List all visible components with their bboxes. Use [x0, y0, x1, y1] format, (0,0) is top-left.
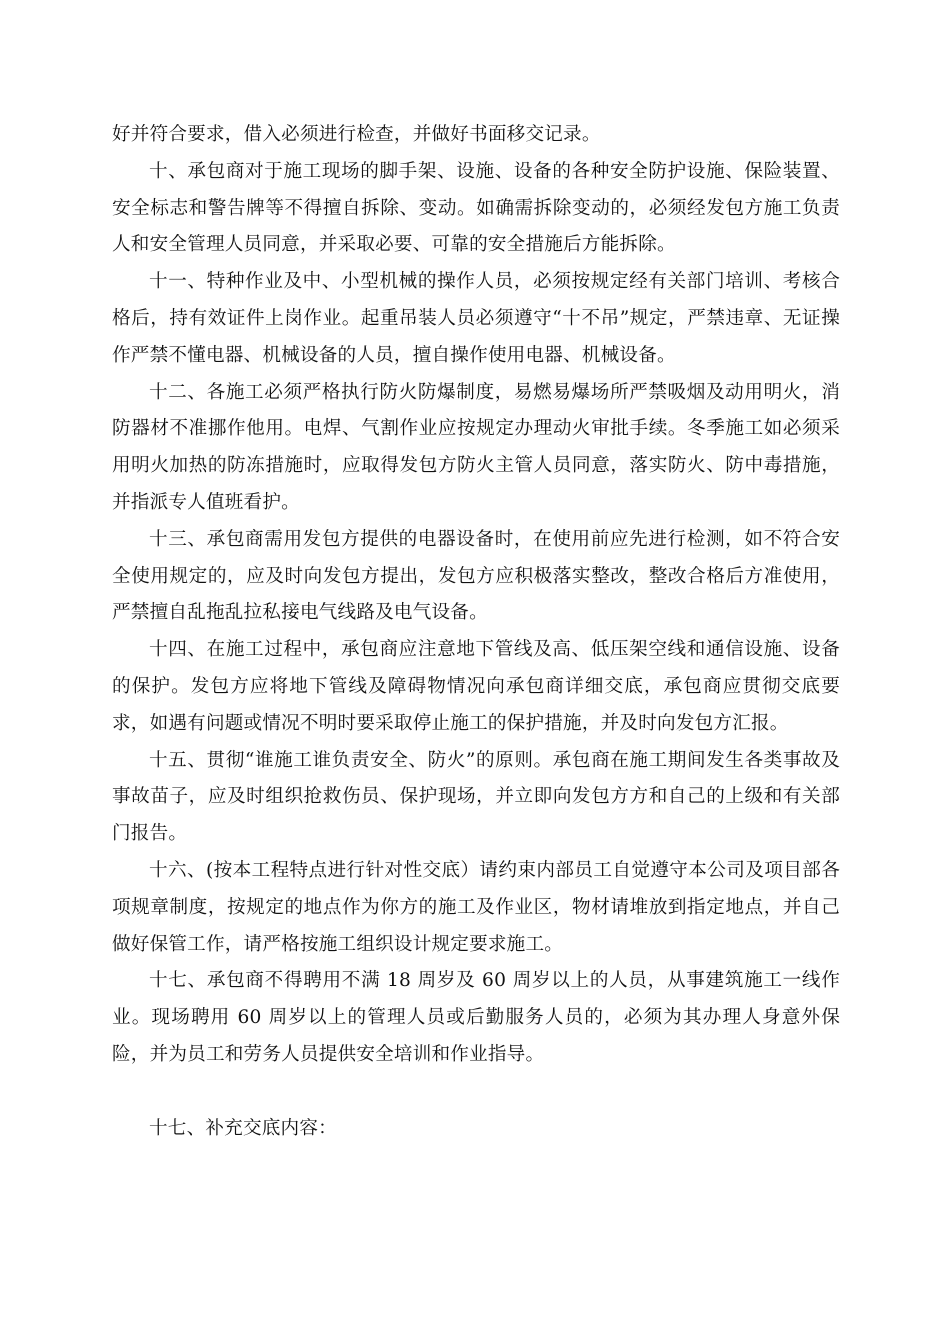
- paragraph-supplement-heading: 十七、补充交底内容：: [149, 1117, 337, 1139]
- paragraph-clause-16: 十六、(按本工程特点进行针对性交底）请约束内部员工自觉遵守本公司及项目部各项规章制度，按规定的地点作为你方的施工及作业区，物材请堆放到指定地点，并自己做好保管工作，请严格按施工组织设计规定要求施工。: [112, 859, 840, 955]
- paragraph-clause-11: 十一、特种作业及中、小型机械的操作人员，必须按规定经有关部门培训、考核合格后，持有效证件上岗作业。起重吊装人员必须遵守“十不吊”规定，严禁违章、无证操作严禁不懂电器、机械设备的人员，擅自操作使用电器、机械设备。: [112, 271, 840, 366]
- paragraph-clause-17: 十七、承包商不得聘用不满 18 周岁及 60 周岁以上的人员，从事建筑施工一线作业。现场聘用 60 周岁以上的管理人员或后勤服务人员的，必须为其办理人身意外保险，并为员工和劳务人员提供安全培训和作业指导。: [112, 970, 840, 1065]
- paragraph-continuation: 好并符合要求，借入必须进行检查，并做好书面移交记录。: [112, 124, 601, 145]
- paragraph-clause-14: 十四、在施工过程中，承包商应注意地下管线及高、低压架空线和通信设施、设备的保护。发包方应将地下管线及障碍物情况向承包商详细交底，承包商应贯彻交底要求，如遇有问题或情况不明时要采取停止施工的保护措施，并及时向发包方汇报。: [112, 639, 840, 734]
- paragraph-clause-10: 十、承包商对于施工现场的脚手架、设施、设备的各种安全防护设施、保险装置、安全标志和警告牌等不得擅自拆除、变动。如确需拆除变动的，必须经发包方施工负责人和安全管理人员同意，并采取必要、可靠的安全措施后方能拆除。: [112, 160, 840, 256]
- blank-line: [112, 1074, 840, 1111]
- paragraph-clause-13: 十三、承包商需用发包方提供的电器设备时，在使用前应先进行检测，如不符合安全使用规定的，应及时向发包方提出，发包方应积极落实整改，整改合格后方准使用，严禁擅自乱拖乱拉私接电气线路及电气设备。: [112, 528, 840, 624]
- document-body: [112, 117, 840, 1148]
- paragraph-clause-15: 十五、贯彻“谁施工谁负责安全、防火”的原则。承包商在施工期间发生各类事故及事故苗子，应及时组织抢救伤员、保护现场，并立即向发包方方和自己的上级和有关部门报告。: [112, 749, 840, 845]
- paragraph-clause-12: 十二、各施工必须严格执行防火防爆制度，易燃易爆场所严禁吸烟及动用明火，消防器材不准挪作他用。电焊、气割作业应按规定办理动火审批手续。冬季施工如必须采用明火加热的防冻措施时，应取得发包方防火主管人员同意，落实防火、防中毒措施，并指派专人值班看护。: [112, 381, 840, 513]
